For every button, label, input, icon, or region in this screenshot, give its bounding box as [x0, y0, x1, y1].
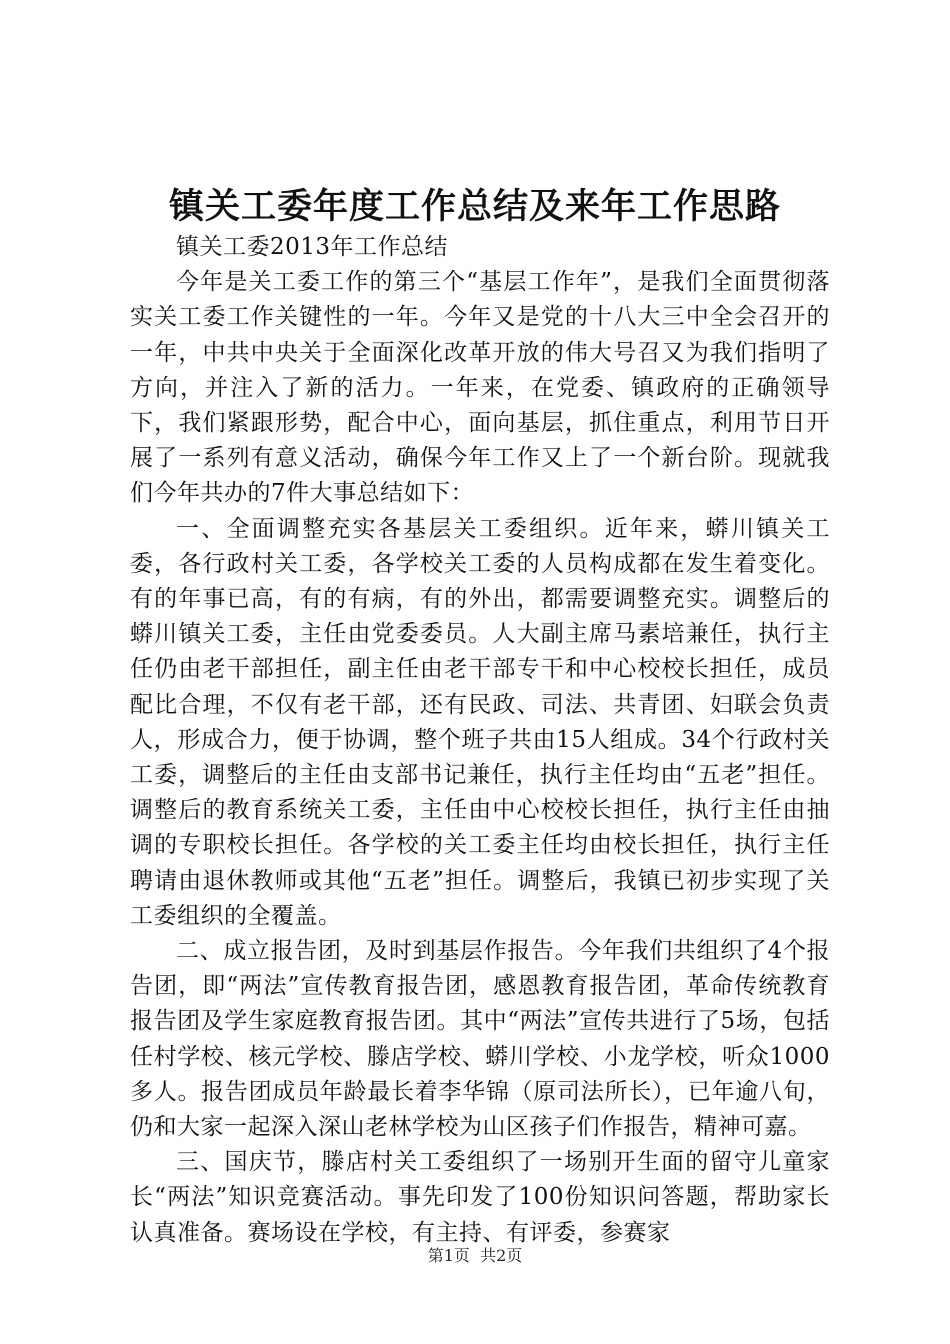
paragraph-intro: 今年是关工委工作的第三个“基层工作年”，是我们全面贯彻落实关工委工作关键性的一年。今年又是党的十八大三中全会召开的一年，中共中央关于全面深化改革开放的伟大号召又为我们指明了方向，并注入了新的活力。一年来，在党委、镇政府的正确领导下，我们紧跟形势，配合中心，面向基层，抓住重点，利用节日开展了一系列有意义活动，确保今年工作又上了一个新台阶。现就我们今年共办的7件大事总结如下：: [130, 269, 830, 507]
document-title: 镇关工委年度工作总结及来年工作思路: [168, 186, 781, 227]
paragraph-item-1: 一、全面调整充实各基层关工委组织。近年来，蟒川镇关工委，各行政村关工委，各学校关工委的人员构成都在发生着变化。有的年事已高，有的有病，有的外出，都需要调整充实。调整后的蟒川镇关工委，主任由党委委员。人大副主席马素培兼任，执行主任仍由老干部担任，副主任由老干部专干和中心校校长担任，成员配比合理，不仅有老干部，还有民政、司法、共青团、妇联会负责人，形成合力，便于协调，整个班子共由15人组成。34个行政村关工委，调整后的主任由支部书记兼任，执行主任均由“五老”担任。调整后的教育系统关工委，主任由中心校校长担任，执行主任由抽调的专职校长担任。各学校的关工委主任均由校长担任，执行主任聘请由退休教师或其他“五老”担任。调整后，我镇已初步实现了关工委组织的全覆盖。: [130, 515, 830, 929]
page-total: 共2页: [480, 1246, 523, 1265]
paragraph-item-3: 三、国庆节，滕店村关工委组织了一场别开生面的留守儿童家长“两法”知识竞赛活动。事先印发了100份知识问答题，帮助家长认真准备。赛场设在学校，有主持、有评委，参赛家: [130, 1149, 830, 1246]
page-footer: [0, 1245, 950, 1267]
page-number: 第1页: [427, 1246, 470, 1265]
document-body: [130, 230, 830, 1251]
footer-spacer: [470, 1246, 480, 1265]
paragraph-subtitle: 镇关工委2013年工作总结: [176, 234, 449, 260]
paragraph-item-2: 二、成立报告团，及时到基层作报告。今年我们共组织了4个报告团，即“两法”宣传教育报告团，感恩教育报告团，革命传统教育报告团及学生家庭教育报告团。其中“两法”宣传共进行了5场，包括任村学校、核元学校、滕店学校、蟒川学校、小龙学校，听众1000多人。报告团成员年龄最长着李华锦（原司法所长），已年逾八旬，仍和大家一起深入深山老林学校为山区孩子们作报告，精神可嘉。: [130, 938, 830, 1141]
